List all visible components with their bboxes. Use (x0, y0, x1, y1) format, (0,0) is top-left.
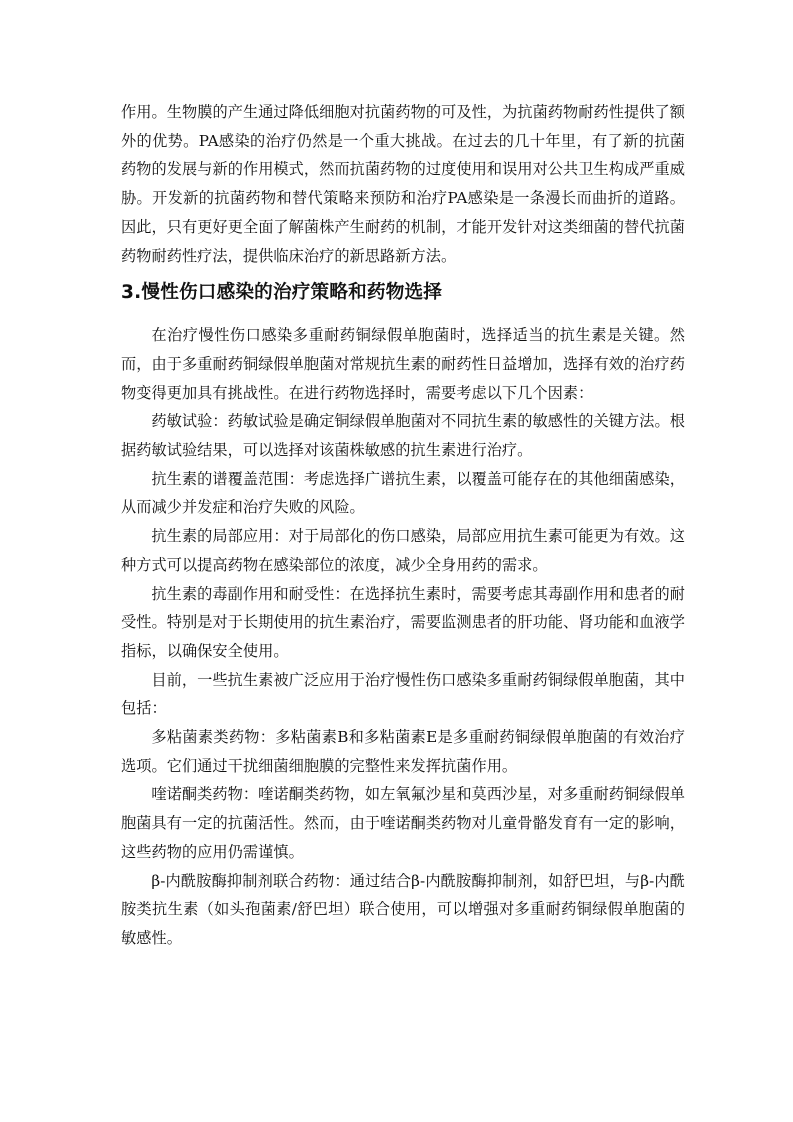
section-heading: 3.慢性伤口感染的治疗策略和药物选择 (121, 282, 443, 304)
document-body (121, 98, 685, 953)
paragraph-continuation: 作用。生物膜的产生通过降低细胞对抗菌药物的可及性，为抗菌药物耐药性提供了额外的优势。PA感染的治疗仍然是一个重大挑战。在过去的几十年里，有了新的抗菌药物的发展与新的作用模式，然而抗菌药物的过度使用和误用对公共卫生构成严重威胁。开发新的抗菌药物和替代策略来预防和治疗PA感染是一条漫长而曲折的道路。因此，只有更好更全面了解菌株产生耐药的机制，才能开发针对这类细菌的替代抗菌药物耐药性疗法，提供临床治疗的新思路新方法。 (121, 103, 685, 265)
paragraph-current-antibiotics: 目前，一些抗生素被广泛应用于治疗慢性伤口感染多重耐药铜绿假单胞菌，其中包括： (121, 670, 685, 718)
paragraph-susceptibility-test: 药敏试验：药敏试验是确定铜绿假单胞菌对不同抗生素的敏感性的关键方法。根据药敏试验结果，可以选择对该菌株敏感的抗生素进行治疗。 (121, 412, 685, 460)
paragraph-spectrum-coverage: 抗生素的谱覆盖范围：考虑选择广谱抗生素，以覆盖可能存在的其他细菌感染，从而减少并发症和治疗失败的风险。 (121, 469, 685, 517)
paragraph-intro: 在治疗慢性伤口感染多重耐药铜绿假单胞菌时，选择适当的抗生素是关键。然而，由于多重耐药铜绿假单胞菌对常规抗生素的耐药性日益增加，选择有效的治疗药物变得更加具有挑战性。在进行药物选择时，需要考虑以下几个因素： (121, 326, 685, 402)
paragraph-side-effects: 抗生素的毒副作用和耐受性：在选择抗生素时，需要考虑其毒副作用和患者的耐受性。特别是对于长期使用的抗生素治疗，需要监测患者的肝功能、肾功能和血液学指标，以确保安全使用。 (121, 584, 685, 660)
paragraph-polymyxins: 多粘菌素类药物：多粘菌素B和多粘菌素E是多重耐药铜绿假单胞菌的有效治疗选项。它们通过干扰细菌细胞膜的完整性来发挥抗菌作用。 (121, 728, 685, 775)
paragraph-quinolones: 喹诺酮类药物：喹诺酮类药物，如左氧氟沙星和莫西沙星，对多重耐药铜绿假单胞菌具有一定的抗菌活性。然而，由于喹诺酮类药物对儿童骨骼发育有一定的影响，这些药物的应用仍需谨慎。 (121, 785, 685, 861)
paragraph-local-application: 抗生素的局部应用：对于局部化的伤口感染，局部应用抗生素可能更为有效。这种方式可以提高药物在感染部位的浓度，减少全身用药的需求。 (121, 527, 685, 574)
paragraph-beta-lactamase-inhibitors: β-内酰胺酶抑制剂联合药物：通过结合β-内酰胺酶抑制剂，如舒巴坦，与β-内酰胺类抗生素（如头孢菌素/舒巴坦）联合使用，可以增强对多重耐药铜绿假单胞菌的敏感性。 (121, 871, 685, 947)
